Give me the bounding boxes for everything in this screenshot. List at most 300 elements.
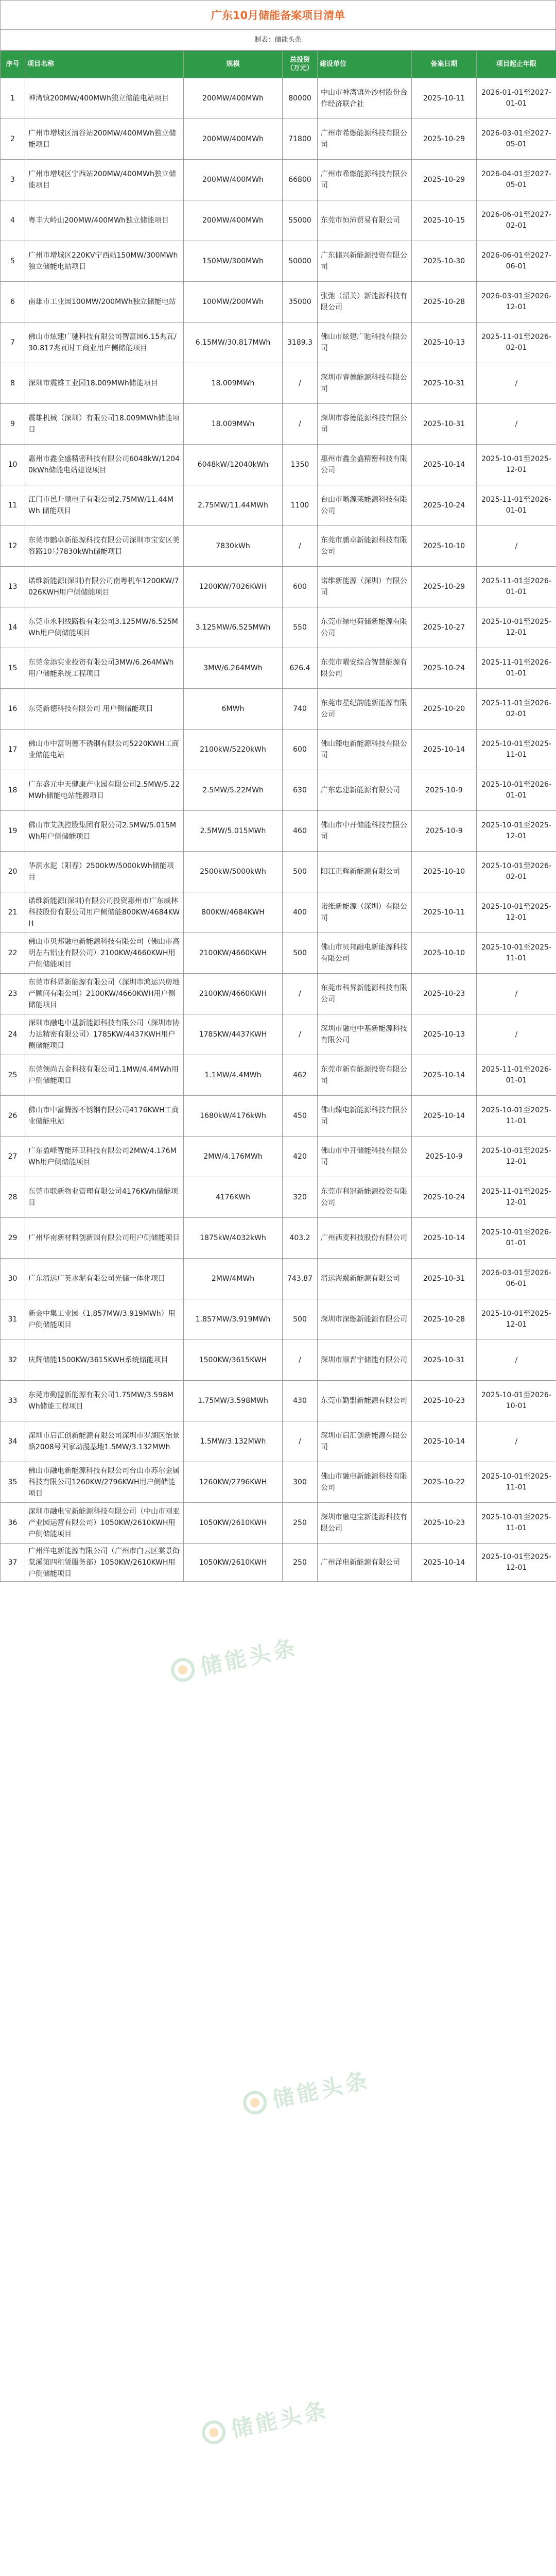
cell-investment: / (283, 974, 318, 1014)
cell-no: 36 (1, 1503, 25, 1544)
header-investment: 总投资（万元） (283, 51, 318, 78)
header-no: 序号 (1, 51, 25, 78)
cell-capacity: 2.5MW/5.22MWh (184, 770, 283, 811)
cell-filing-date: 2025-10-24 (412, 648, 477, 689)
cell-project-name: 东莞市科昇新能源有限公司（深圳市鸿运兴房地产顾问有限公司）2100KW/4660KWH用户侧储能项目 (25, 974, 184, 1014)
cell-filing-date: 2025-10-23 (412, 1503, 477, 1544)
table-row (1, 1259, 556, 1299)
cell-project-name: 佛山市中富明德不锈钢有限公司5220KWH工商业储能电站 (25, 730, 184, 770)
table-row (1, 1137, 556, 1177)
cell-investment: 300 (283, 1462, 318, 1503)
table-row (1, 811, 556, 852)
watermark (168, 1631, 300, 1688)
cell-builder: 诺维新能源（深圳）有限公司 (318, 892, 412, 933)
cell-period: 2025-10-01至2025-11-01 (477, 933, 556, 974)
cell-period: 2025-10-01至2025-12-01 (477, 445, 556, 485)
cell-no: 18 (1, 770, 25, 811)
table-row (1, 933, 556, 974)
cell-project-name: 震雄机械（深圳）有限公司18.009MWh储能项目 (25, 404, 184, 445)
cell-project-name: 深圳市启汇创新能源有限公司深圳市罗湖区怡景路2008号国家动漫基地1.5MW/3.132MWh (25, 1421, 184, 1462)
watermark-logo-icon (241, 2089, 269, 2117)
cell-investment: 550 (283, 607, 318, 648)
cell-capacity: 2100kW/5220kWh (184, 730, 283, 770)
cell-investment: / (283, 1421, 318, 1462)
cell-filing-date: 2025-10-28 (412, 282, 477, 323)
cell-period: 2026-06-01至2027-06-01 (477, 241, 556, 282)
cell-builder: 中山市神湾镇外沙村股份合作经济联合社 (318, 78, 412, 119)
cell-period: 2025-10-01至2026-01-01 (477, 770, 556, 811)
table-row (1, 363, 556, 404)
table-row (1, 1096, 556, 1137)
cell-project-name: 惠州市鑫全盛精密科技有限公司6048kW/12040kWh储能电站建设项目 (25, 445, 184, 485)
cell-no: 22 (1, 933, 25, 974)
cell-capacity: 800KW/4684KWH (184, 892, 283, 933)
cell-filing-date: 2025-10-27 (412, 607, 477, 648)
cell-period: 2026-03-01至2026-06-01 (477, 1259, 556, 1299)
cell-no: 2 (1, 119, 25, 160)
cell-investment: 66800 (283, 160, 318, 200)
cell-builder: 佛山市中开储能科技有限公司 (318, 811, 412, 852)
cell-capacity: 7830kWh (184, 526, 283, 567)
cell-no: 5 (1, 241, 25, 282)
cell-period: 2026-03-01至2027-05-01 (477, 119, 556, 160)
cell-capacity: 2.75MW/11.44MWh (184, 485, 283, 526)
cell-capacity: 2.5MW/5.015MWh (184, 811, 283, 852)
cell-builder: 深圳市顺晋宇储能有限公司 (318, 1340, 412, 1381)
cell-no: 32 (1, 1340, 25, 1381)
cell-capacity: 100MW/200MWh (184, 282, 283, 323)
table-row (1, 404, 556, 445)
cell-filing-date: 2025-10-31 (412, 1259, 477, 1299)
cell-filing-date: 2025-10-10 (412, 933, 477, 974)
cell-no: 23 (1, 974, 25, 1014)
cell-filing-date: 2025-10-14 (412, 445, 477, 485)
page-title: 广东10月储能备案项目清单 (0, 0, 556, 30)
cell-investment: / (283, 1014, 318, 1055)
cell-builder: 东莞市鹏卓新能源科技有限公司 (318, 526, 412, 567)
cell-investment: 71800 (283, 119, 318, 160)
cell-period: / (477, 363, 556, 404)
cell-project-name: 东莞领尚五金科技有限公司1.1MW/4.4MWh用户侧储能项目 (25, 1055, 184, 1096)
cell-project-name: 广州市增城区清谷站200MW/400MWh独立储能项目 (25, 119, 184, 160)
cell-no: 11 (1, 485, 25, 526)
cell-project-name: 南雄市工业园100MW/200MWh独立储能电站 (25, 282, 184, 323)
cell-builder: 张弛（韶关）新能源科技有限公司 (318, 282, 412, 323)
cell-filing-date: 2025-10-10 (412, 852, 477, 892)
cell-project-name: 诺维新能源(深圳)有限公司投资惠州市广东威林科技股份有限公司用户侧储能800KW/4684KWH (25, 892, 184, 933)
cell-no: 28 (1, 1177, 25, 1218)
cell-no: 33 (1, 1381, 25, 1421)
watermark-text: 储能头条 (197, 1631, 300, 1682)
cell-project-name: 广州华南新材料创新园有限公司用户侧储能项目 (25, 1218, 184, 1259)
cell-filing-date: 2025-10-11 (412, 78, 477, 119)
cell-filing-date: 2025-10-9 (412, 1137, 477, 1177)
header-date: 备案日期 (412, 51, 477, 78)
cell-capacity: 1050KW/2610KWH (184, 1503, 283, 1544)
cell-capacity: 2MW/4.176MWh (184, 1137, 283, 1177)
cell-period: 2025-10-01至2025-12-01 (477, 607, 556, 648)
cell-capacity: 1.1MW/4.4MWh (184, 1055, 283, 1096)
cell-no: 30 (1, 1259, 25, 1299)
table-row (1, 648, 556, 689)
cell-no: 8 (1, 363, 25, 404)
cell-no: 7 (1, 323, 25, 363)
header-capacity: 规模 (184, 51, 283, 78)
cell-filing-date: 2025-10-31 (412, 363, 477, 404)
header-project: 项目名称 (25, 51, 184, 78)
table-row (1, 78, 556, 119)
cell-project-name: 深圳市融电宝新能源科技有限公司（中山市刚亚产业园运营有限公司）1050KW/2610KWH用户侧储能项目 (25, 1503, 184, 1544)
cell-filing-date: 2025-10-28 (412, 1299, 477, 1340)
cell-capacity: 150MW/300MWh (184, 241, 283, 282)
table-row (1, 1503, 556, 1544)
cell-builder: 佛山市炫建广驰科技有限公司 (318, 323, 412, 363)
cell-investment: 250 (283, 1544, 318, 1582)
cell-investment: 740 (283, 689, 318, 730)
cell-builder: 惠州市鑫全盛精密科技有限公司 (318, 445, 412, 485)
cell-no: 16 (1, 689, 25, 730)
cell-builder: 广州市希燃能源科技有限公司 (318, 160, 412, 200)
cell-filing-date: 2025-10-11 (412, 892, 477, 933)
cell-investment: 403.2 (283, 1218, 318, 1259)
cell-capacity: 200MW/400MWh (184, 119, 283, 160)
watermark-text: 储能头条 (269, 2063, 372, 2114)
cell-project-name: 广州市增城区220KV宁西站150MW/300MWh独立储能电站项目 (25, 241, 184, 282)
cell-investment: / (283, 363, 318, 404)
cell-investment: 250 (283, 1503, 318, 1544)
cell-project-name: 广东盛元中天健康产业园有限公司2.5MW/5.22MWh储能电站能源项目 (25, 770, 184, 811)
cell-builder: 深圳市融电中基新能源科技有限公司 (318, 1014, 412, 1055)
cell-capacity: 200MW/400MWh (184, 200, 283, 241)
cell-period: 2025-10-01至2025-12-01 (477, 892, 556, 933)
table-row (1, 485, 556, 526)
watermark (240, 2063, 372, 2121)
table-row (1, 1299, 556, 1340)
cell-period: 2026-04-01至2027-05-01 (477, 160, 556, 200)
watermark-text: 储能头条 (228, 2393, 331, 2444)
cell-project-name: 佛山市贝邦融电新能源科技有限公司（佛山市高明左右铝业有限公司）2100KW/4660KWH用户侧储能项目 (25, 933, 184, 974)
cell-period: 2025-10-01至2026-10-01 (477, 1381, 556, 1421)
cell-period: 2025-10-01至2025-12-01 (477, 811, 556, 852)
cell-capacity: 1785KW/4437KWH (184, 1014, 283, 1055)
cell-filing-date: 2025-10-14 (412, 1218, 477, 1259)
cell-period: 2025-10-01至2025-11-01 (477, 730, 556, 770)
cell-capacity: 6.15MW/30.817MWh (184, 323, 283, 363)
cell-filing-date: 2025-10-14 (412, 1421, 477, 1462)
cell-project-name: 东莞新德科技有限公司 用户侧储能项目 (25, 689, 184, 730)
cell-investment: 400 (283, 892, 318, 933)
cell-builder: 东莞市新有能源投资有限公司 (318, 1055, 412, 1096)
cell-project-name: 东莞金添实业投资有限公司3MW/6.264MWh用户储能系统工程项目 (25, 648, 184, 689)
cell-filing-date: 2025-10-14 (412, 730, 477, 770)
table-row (1, 445, 556, 485)
cell-filing-date: 2025-10-22 (412, 1462, 477, 1503)
table-row (1, 567, 556, 607)
cell-period: 2025-10-01至2025-12-01 (477, 1137, 556, 1177)
table-header-row (1, 51, 556, 78)
cell-no: 31 (1, 1299, 25, 1340)
table-row (1, 1014, 556, 1055)
cell-project-name: 诺维新能源(深圳)有限公司南粤机车1200KW/7026KWH用户侧储能项目 (25, 567, 184, 607)
table-row (1, 892, 556, 933)
cell-no: 4 (1, 200, 25, 241)
cell-period: 2026-03-01至2026-12-01 (477, 282, 556, 323)
cell-builder: 广州洋电新能源有限公司 (318, 1544, 412, 1582)
cell-period: / (477, 1421, 556, 1462)
cell-project-name: 新会中集工业园（1.857MW/3.919MWh）用户侧储能项目 (25, 1299, 184, 1340)
cell-investment: 450 (283, 1096, 318, 1137)
cell-filing-date: 2025-10-30 (412, 241, 477, 282)
cell-filing-date: 2025-10-13 (412, 323, 477, 363)
cell-project-name: 东莞市勤盟新能源有限公司1.75MW/3.598MWh储能工程项目 (25, 1381, 184, 1421)
table-row (1, 1177, 556, 1218)
cell-investment: / (283, 1340, 318, 1381)
cell-builder: 广东忠建新能源有限公司 (318, 770, 412, 811)
cell-no: 9 (1, 404, 25, 445)
cell-project-name: 深圳市震雄工业园18.009MWh储能项目 (25, 363, 184, 404)
cell-capacity: 2100KW/4660KWH (184, 974, 283, 1014)
cell-filing-date: 2025-10-29 (412, 160, 477, 200)
cell-builder: 台山市晰源莱能源科技有限公司 (318, 485, 412, 526)
cell-capacity: 6048kW/12040kWh (184, 445, 283, 485)
cell-period: 2025-11-01至2026-02-01 (477, 323, 556, 363)
cell-period: 2025-10-01至2025-11-01 (477, 1096, 556, 1137)
watermark-logo-icon (169, 1656, 197, 1684)
cell-capacity: 1875kW/4032kWh (184, 1218, 283, 1259)
cell-builder: 广州西麦科技股份有限公司 (318, 1218, 412, 1259)
cell-capacity: 200MW/400MWh (184, 160, 283, 200)
cell-period: / (477, 1014, 556, 1055)
cell-builder: 深圳市睿德能源科技有限公司 (318, 404, 412, 445)
table-row (1, 1218, 556, 1259)
cell-project-name: 粤丰大岭山200MW/400MWh独立储能项目 (25, 200, 184, 241)
cell-builder: 东莞市勤盟新能源有限公司 (318, 1381, 412, 1421)
cell-no: 3 (1, 160, 25, 200)
table-row (1, 323, 556, 363)
cell-no: 35 (1, 1462, 25, 1503)
cell-builder: 东莞市曜安综合智慧能源有限公司 (318, 648, 412, 689)
cell-project-name: 华润水泥（阳春）2500kW/5000kWh储能项目 (25, 852, 184, 892)
cell-period: 2025-10-01至2025-11-01 (477, 1503, 556, 1544)
cell-project-name: 江门市邑升顺电子有限公司2.75MW/11.44MWh 储能项目 (25, 485, 184, 526)
cell-builder: 东莞市科昇新能源科技有限公司 (318, 974, 412, 1014)
cell-no: 27 (1, 1137, 25, 1177)
cell-investment: 626.4 (283, 648, 318, 689)
cell-no: 20 (1, 852, 25, 892)
cell-project-name: 广州市增城区宁西站200MW/400MWh独立储能项目 (25, 160, 184, 200)
cell-builder: 深圳市启汇创新能源有限公司 (318, 1421, 412, 1462)
cell-capacity: 1.75MW/3.598MWh (184, 1381, 283, 1421)
cell-capacity: 1680kW/4176kWh (184, 1096, 283, 1137)
cell-period: 2025-11-01至2026-01-01 (477, 648, 556, 689)
table-row (1, 730, 556, 770)
cell-investment: 35000 (283, 282, 318, 323)
cell-project-name: 广州洋电新能源有限公司（广州市白云区棠景街棠溪第四租赁服务部）1050KW/2610KWH用户侧储能项目 (25, 1544, 184, 1582)
cell-filing-date: 2025-10-24 (412, 485, 477, 526)
cell-capacity: 2100KW/4660KWH (184, 933, 283, 974)
cell-no: 19 (1, 811, 25, 852)
cell-no: 26 (1, 1096, 25, 1137)
cell-investment: 420 (283, 1137, 318, 1177)
project-table (0, 50, 556, 1582)
cell-filing-date: 2025-10-31 (412, 1340, 477, 1381)
cell-builder: 东莞市利冠新能源投资有限公司 (318, 1177, 412, 1218)
cell-no: 12 (1, 526, 25, 567)
cell-period: 2025-10-01至2025-12-01 (477, 1544, 556, 1582)
cell-no: 24 (1, 1014, 25, 1055)
cell-builder: 东莞市绿电荷储新能源有限公司 (318, 607, 412, 648)
cell-builder: 广东储兴新能源投资有限公司 (318, 241, 412, 282)
cell-capacity: 1200KW/7026KWH (184, 567, 283, 607)
cell-investment: 500 (283, 1299, 318, 1340)
cell-investment: 3189.3 (283, 323, 318, 363)
cell-investment: 320 (283, 1177, 318, 1218)
cell-capacity: 200MW/400MWh (184, 78, 283, 119)
cell-investment: / (283, 404, 318, 445)
cell-investment: 460 (283, 811, 318, 852)
table-row (1, 200, 556, 241)
cell-capacity: 1050KW/2610KWH (184, 1544, 283, 1582)
cell-period: 2025-10-01至2026-02-01 (477, 852, 556, 892)
cell-period: / (477, 404, 556, 445)
cell-project-name: 佛山市中富腾源不锈钢有限公司4176KWH工商业储能电站 (25, 1096, 184, 1137)
table-row (1, 282, 556, 323)
cell-investment: 1350 (283, 445, 318, 485)
cell-project-name: 东莞市鹏卓新能源科技有限公司深圳市宝安区美容路10号7830kWh储能项目 (25, 526, 184, 567)
cell-no: 6 (1, 282, 25, 323)
cell-period: / (477, 526, 556, 567)
cell-no: 14 (1, 607, 25, 648)
cell-capacity: 1.5MW/3.132MWh (184, 1421, 283, 1462)
cell-filing-date: 2025-10-29 (412, 119, 477, 160)
cell-capacity: 3.125MW/6.525MWh (184, 607, 283, 648)
cell-period: 2025-10-01至2025-12-01 (477, 1299, 556, 1340)
cell-capacity: 18.009MWh (184, 404, 283, 445)
cell-filing-date: 2025-10-29 (412, 567, 477, 607)
cell-period: / (477, 1340, 556, 1381)
table-row (1, 607, 556, 648)
cell-builder: 深圳市深燃新能源有限公司 (318, 1299, 412, 1340)
cell-capacity: 1500KW/3615KWH (184, 1340, 283, 1381)
table-row (1, 526, 556, 567)
cell-period: 2026-06-01至2027-02-01 (477, 200, 556, 241)
cell-builder: 东莞市恒沛贸易有限公司 (318, 200, 412, 241)
cell-builder: 佛山市中开储能科技有限公司 (318, 1137, 412, 1177)
cell-filing-date: 2025-10-14 (412, 1096, 477, 1137)
table-maker-credit: 制表：储能头条 (0, 30, 556, 50)
cell-builder: 广州市希燃能源科技有限公司 (318, 119, 412, 160)
cell-investment: 430 (283, 1381, 318, 1421)
cell-period: 2025-11-01至2026-02-01 (477, 689, 556, 730)
cell-capacity: 18.009MWh (184, 363, 283, 404)
cell-builder: 阳江正辉新能源有限公司 (318, 852, 412, 892)
cell-filing-date: 2025-10-14 (412, 1544, 477, 1582)
cell-project-name: 佛山市艾凯控股集团有限公司2.5MW/5.015MWh用户侧储能项目 (25, 811, 184, 852)
cell-builder: 深圳市融电宝新能源科技有限公司 (318, 1503, 412, 1544)
cell-investment: 630 (283, 770, 318, 811)
cell-filing-date: 2025-10-9 (412, 770, 477, 811)
cell-filing-date: 2025-10-23 (412, 974, 477, 1014)
cell-capacity: 6MWh (184, 689, 283, 730)
cell-builder: 佛山臻电新能源科技有限公司 (318, 730, 412, 770)
cell-filing-date: 2025-10-24 (412, 1177, 477, 1218)
cell-project-name: 神湾镇200MW/400MWh独立储能电站项目 (25, 78, 184, 119)
cell-capacity: 2500kW/5000kWh (184, 852, 283, 892)
cell-capacity: 3MW/6.264MWh (184, 648, 283, 689)
cell-filing-date: 2025-10-10 (412, 526, 477, 567)
cell-project-name: 庆辉储能1500KW/3615KWH系统储能项目 (25, 1340, 184, 1381)
cell-filing-date: 2025-10-15 (412, 200, 477, 241)
table-row (1, 1055, 556, 1096)
cell-capacity: 2MW/4MWh (184, 1259, 283, 1299)
cell-period: 2025-10-01至2026-01-01 (477, 1218, 556, 1259)
cell-investment: 1100 (283, 485, 318, 526)
cell-investment: 600 (283, 730, 318, 770)
cell-investment: 50000 (283, 241, 318, 282)
cell-filing-date: 2025-10-9 (412, 811, 477, 852)
cell-project-name: 东莞市永利线路板有限公司3.125MW/6.525MWh用户侧储能项目 (25, 607, 184, 648)
cell-no: 29 (1, 1218, 25, 1259)
table-row (1, 1544, 556, 1582)
cell-no: 13 (1, 567, 25, 607)
header-unit: 建设单位 (318, 51, 412, 78)
cell-builder: 清远海螺新能源有限公司 (318, 1259, 412, 1299)
cell-filing-date: 2025-10-20 (412, 689, 477, 730)
cell-investment: 500 (283, 933, 318, 974)
table-row (1, 119, 556, 160)
cell-no: 15 (1, 648, 25, 689)
cell-no: 25 (1, 1055, 25, 1096)
cell-builder: 佛山臻电新能源科技有限公司 (318, 1096, 412, 1137)
watermark (199, 2393, 331, 2450)
cell-capacity: 1260KW/2796KWH (184, 1462, 283, 1503)
cell-no: 34 (1, 1421, 25, 1462)
cell-project-name: 广东盈峰智能环卫科技有限公司2MW/4.176MWh用户侧储能项目 (25, 1137, 184, 1177)
cell-period: 2025-10-01至2025-11-01 (477, 1462, 556, 1503)
table-row (1, 160, 556, 200)
header-period: 项目起止年限 (477, 51, 556, 78)
cell-investment: 462 (283, 1055, 318, 1096)
cell-builder: 诺维新能源（深圳）有限公司 (318, 567, 412, 607)
cell-builder: 深圳市睿德能源科技有限公司 (318, 363, 412, 404)
cell-period: 2026-01-01至2027-01-01 (477, 78, 556, 119)
cell-project-name: 东莞市联新物业管理有限公司4176KWh储能项目 (25, 1177, 184, 1218)
cell-no: 17 (1, 730, 25, 770)
cell-investment: 55000 (283, 200, 318, 241)
cell-builder: 东莞市星纪韵能新能源有限公司 (318, 689, 412, 730)
cell-no: 21 (1, 892, 25, 933)
cell-filing-date: 2025-10-23 (412, 1381, 477, 1421)
table-row (1, 974, 556, 1014)
table-row (1, 689, 556, 730)
table-row (1, 770, 556, 811)
cell-investment: 80000 (283, 78, 318, 119)
cell-project-name: 佛山市炫建广驰科技有限公司智富园6.15兆瓦/30.817兆瓦时工商业用户侧储能项目 (25, 323, 184, 363)
cell-period: 2025-11-01至2025-12-01 (477, 1177, 556, 1218)
cell-no: 1 (1, 78, 25, 119)
table-row (1, 241, 556, 282)
cell-project-name: 广东清远广英水泥有限公司光储一体化项目 (25, 1259, 184, 1299)
cell-investment: 500 (283, 852, 318, 892)
watermark-logo-icon (200, 2418, 228, 2447)
cell-no: 37 (1, 1544, 25, 1582)
cell-capacity: 4176KWh (184, 1177, 283, 1218)
cell-filing-date: 2025-10-31 (412, 404, 477, 445)
cell-no: 10 (1, 445, 25, 485)
cell-project-name: 深圳市融电中基新能源科技有限公司（深圳市协力达精密有限公司）1785KW/4437KWH用户侧储能项目 (25, 1014, 184, 1055)
table-row (1, 1340, 556, 1381)
cell-period: 2025-11-01至2026-01-01 (477, 485, 556, 526)
